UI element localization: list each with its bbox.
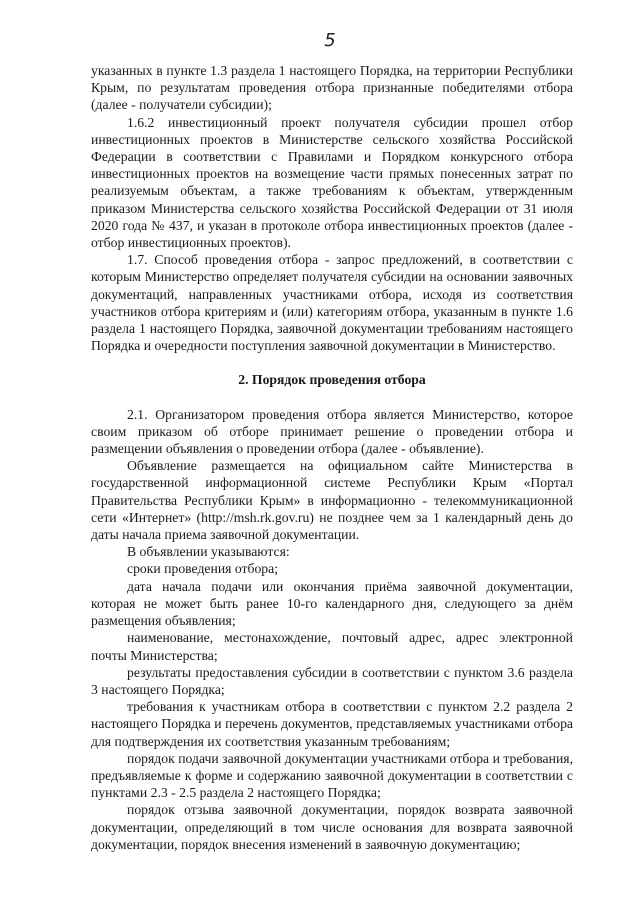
paragraph-1-7: 1.7. Способ проведения отбора - запрос предложений, в соответствии с которым Министерство определяет получателя субсидии на основании заявочных документаций, направленных участниками отбора, исходя из соответствия участников отбора критериям и (или) категориям отбора, указанным в пункте 1.6 раздела 1 настоящего Порядка, заявочной документации требованиям настоящего Порядка и очередности поступления заявочной документации в Министерство. xyxy=(91,252,573,354)
page-number: 5 xyxy=(324,30,336,51)
paragraph-announcement: Объявление размещается на официальном сайте Министерства в государственной информационной системе Республики Крым «Портал Правительства Республики Крым» в информационно - телекоммуникационной сети «Интернет» (http://msh.rk.gov.ru) не позднее чем за 1 календарный день до даты начала приема заявочной документации. xyxy=(91,458,573,543)
list-item-requirements: требования к участникам отбора в соответствии с пунктом 2.2 раздела 2 настоящего Порядка и перечень документов, представляемых участниками отбора для подтверждения их соответствия указанным требованиям; xyxy=(91,699,573,749)
paragraph-continuation: указанных в пункте 1.3 раздела 1 настоящего Порядка, на территории Республики Крым, по результатам проведения отбора признанные победителями отбора (далее - получатели субсидии); xyxy=(91,63,573,113)
list-item-terms: сроки проведения отбора; xyxy=(127,561,279,577)
list-item-start-date: дата начала подачи или окончания приёма заявочной документации, которая не может быть ранее 10-го календарного дня, следующего за днём размещения объявления; xyxy=(91,578,573,629)
list-item-submission-order: порядок подачи заявочной документации участниками отбора и требования, предъявляемые к форме и содержанию заявочной документации в соответствии с пунктами 2.3 - 2.5 раздела 2 настоящего Порядка; xyxy=(91,750,573,801)
list-item-withdrawal-order: порядок отзыва заявочной документации, порядок возврата заявочной документации, определяющий в том числе основания для возврата заявочной документации, порядок внесения изменений в заявочную документацию; xyxy=(91,802,573,852)
section-heading: 2. Порядок проведения отбора xyxy=(238,372,426,388)
list-item-results: результаты предоставления субсидии в соответствии с пунктом 3.6 раздела 3 настоящего Порядка; xyxy=(91,664,573,697)
list-item-ministry-contacts: наименование, местонахождение, почтовый адрес, адрес электронной почты Министерства; xyxy=(91,630,573,663)
document-body xyxy=(91,62,573,853)
paragraph-announcement-intro: В объявлении указываются: xyxy=(127,544,290,560)
paragraph-2-1: 2.1. Организатором проведения отбора является Министерство, которое своим приказом об отборе принимает решение о проведении отбора и размещении объявления о проведении отбора (далее - объявление). xyxy=(91,406,573,457)
paragraph-1-6-2: 1.6.2 инвестиционный проект получателя субсидии прошел отбор инвестиционных проектов в Министерстве сельского хозяйства Российской Федерации в соответствии с Правилами и Порядком конкурсного отбора инвестиционных проектов на возмещение части прямых понесенных затрат по реализуемым объектам, а также требованиям к объектам, утвержденным приказом Министерства сельского хозяйства Российской Федерации от 31 июля 2020 года № 437, и указан в протоколе отбора инвестиционных проектов (далее - отбор инвестиционных проектов). xyxy=(91,114,573,251)
